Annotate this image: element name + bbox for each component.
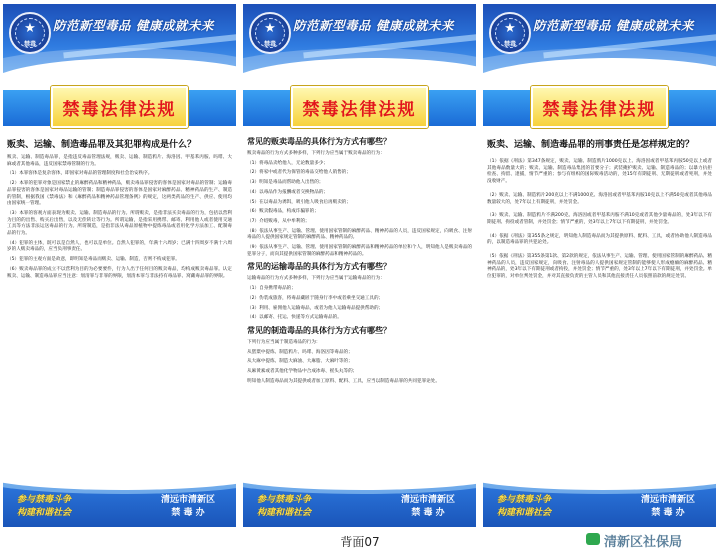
list-item: 下列行为应当属于制造毒品的行为：: [247, 339, 321, 345]
footer-slogan-line: 构建和谐社会: [17, 508, 72, 518]
list-item: 明知他人制造毒品而为其提供或者加工原料、配料、工具，应当以制造毒品罪的共同犯罪论处。: [247, 378, 440, 384]
footer-slogan-line: 构建和谐社会: [497, 508, 552, 518]
paragraph: （1）本罪客体是复杂客体，即国家对毒品的管理制度和社会治安秩序。: [7, 171, 153, 177]
police-emblem-logo: [9, 12, 51, 54]
board-title-banner: [243, 84, 476, 132]
footer-issuer: [383, 494, 473, 520]
list-item: 从大麻中提炼、制造大麻油、大麻脂、大麻叶等的；: [247, 359, 353, 365]
emblem-caption: 禁毒: [263, 41, 276, 48]
footer-slogan: [497, 494, 607, 520]
watermark-text: 清新区社保局: [604, 535, 683, 550]
board-content: [7, 136, 232, 474]
question-heading: 贩卖、运输、制造毒品罪及其犯罪构成是什么？: [7, 140, 197, 150]
emblem-caption: 禁毒: [503, 41, 516, 48]
question-heading: 常见的制造毒品的具体行为方式有哪些？: [247, 325, 391, 335]
header-slogan: 防范新型毒品 健康成就未来: [293, 18, 454, 33]
paragraph: （2）贩卖、运输、制造鸦片200克以上不满1000克、海洛因或者甲基苯丙胺10克以上不满50克或者其他毒品数量较大的，处7年以上有期徒刑，并处罚金。: [487, 192, 712, 205]
list-item: （9）依法从事生产、运输、管理、使用国家管制的麻醉药品和精神药品的单位和个人，明知他人是贩卖毒品的犯罪分子，而向其提供国家管制的麻醉药品和精神药品的。: [247, 245, 472, 257]
footer-issuer-line: 禁 毒 办: [411, 508, 445, 518]
footer-slogan: [17, 494, 127, 520]
footer-slogan-line: 参与禁毒斗争: [257, 495, 312, 505]
poster-board-1: [3, 4, 236, 527]
footer-issuer: [143, 494, 233, 520]
list-item: （1）将毒品卖给他人，无论数量多少；: [247, 160, 329, 166]
emblem-star-icon: ★: [264, 21, 276, 36]
footer-issuer-line: 清远市清新区: [400, 495, 455, 505]
list-item: （4）以邮寄、托运、快递等方式运输毒品的。: [247, 315, 342, 321]
paragraph: （3）贩卖、运输、制造鸦片不满200克、海洛因或者甲基苯丙胺不满10克或者其他少量毒品的，处3年以下有期徒刑、拘役或者管制，并处罚金；情节严重的，处3年以上7年以下有期徒刑，并处罚金。: [487, 213, 712, 225]
footer-slogan: [257, 494, 367, 520]
police-emblem-logo: [249, 12, 291, 54]
poster-footer: [243, 480, 476, 527]
wechat-icon: [586, 533, 600, 545]
board-title: 禁毒法律法规: [302, 100, 417, 120]
poster-footer: [3, 480, 236, 527]
board-title: 禁毒法律法规: [542, 100, 657, 120]
poster-header: [483, 4, 716, 80]
paragraph: （1）依据《刑法》第347条规定，贩卖、运输、制造鸦片1000克以上、海洛因或者甲基苯丙胺50克以上或者其他毒品数量大的；贩卖、运输、制造毒品集团的首要分子；武装掩护贩卖、运输、制造毒品的；以暴力抗拒检查、拘留、逮捕，情节严重的；参与有组织的国际贩毒活动的，处15年有期徒刑、无期徒刑或者死刑，并处没收财产。: [487, 159, 712, 185]
list-item: 贩卖毒品的行为方式多种多样，下列行为应当属于贩卖毒品的行为：: [247, 151, 385, 156]
question-heading: 贩卖、运输、制造毒品罪的刑事责任是怎样规定的？: [487, 140, 695, 150]
footer-issuer-line: 禁 毒 办: [171, 508, 205, 518]
footer-issuer-line: 清远市清新区: [640, 495, 695, 505]
question-heading: 常见的贩卖毒品的具体行为方式有哪些？: [247, 137, 391, 146]
board-title: 禁毒法律法规: [62, 100, 177, 120]
list-item: （5）在以毒品为诱饵，吸引他人吸食后再贩卖的；: [247, 199, 351, 205]
board-content: [247, 136, 472, 474]
list-item: 运输毒品的行为方式多种多样，下列行为应当属于运输毒品的行为：: [247, 276, 385, 282]
poster-board-2: [243, 4, 476, 527]
paragraph: （5）犯罪的主观方面是故意，即明知是毒品而贩卖、运输、制造，否则不构成犯罪。: [7, 257, 180, 263]
footer-slogan-line: 构建和谐社会: [257, 508, 312, 518]
footer-issuer-line: 禁 毒 办: [651, 508, 685, 518]
list-item: （3）利用、雇佣他人运输毒品，或者为他人运输毒品提供帮助的；: [247, 305, 384, 311]
poster-board-3: [483, 4, 716, 527]
police-emblem-logo: [489, 12, 531, 54]
emblem-star-icon: ★: [504, 21, 516, 36]
footer-issuer: [623, 494, 713, 520]
paragraph: （6）贩卖毒品罪的成立不以营利为目的为必要要件，行为人出于任何目的贩卖毒品，均构成贩卖毒品罪。认定贩卖、运输、制造毒品罪应当注意：划清罪与非罪的界限，划清本罪与非法持有毒品罪、窝藏毒品罪的界限。: [7, 266, 232, 279]
emblem-caption: 禁毒: [23, 41, 36, 48]
paragraph: （4）依据《刑法》第355条之规定，明知他人制造毒品而为其提供原料、配料、工具，或者协助他人制造毒品的，以制造毒品罪的共犯论处。: [487, 233, 712, 246]
footer-slogan-line: 参与禁毒斗争: [497, 495, 552, 505]
paragraph: （3）本罪的客观方面表现为贩卖、运输、制造毒品的行为。所谓贩卖，是指非法买卖毒品的行为，包括以营利为目的的出售、购买后出售，以及无偿转让等行为。所谓运输，是指采用携带、邮寄、利用他人或者使用交通工具等方法非法运送毒品的行为。所谓制造，是指非法从毒品原植物中提炼毒品或者用化学方法加工、配制毒品的行为。: [7, 210, 232, 237]
footer-slogan-line: 参与禁毒斗争: [17, 495, 72, 505]
list-item: （3）明知是毒品而帮助他人出售的；: [247, 180, 324, 186]
header-slogan: 防范新型毒品 健康成就未来: [53, 18, 214, 33]
board-title-banner: [3, 84, 236, 132]
list-item: （6）贩卖假毒品，构成诈骗罪的；: [247, 209, 319, 215]
board-title-banner: [483, 84, 716, 132]
list-item: 从罂粟中提炼、制造鸦片、吗啡、海洛因等毒品的；: [247, 349, 353, 355]
image-caption: 背面07: [340, 535, 380, 549]
poster-header: [3, 4, 236, 80]
emblem-star-icon: ★: [24, 21, 36, 36]
paragraph: 贩卖、运输、制造毒品罪，是指违反毒品管理法规，贩卖、运输、制造鸦片、海洛因、甲基苯丙胺、吗啡、大麻或者其他毒品，违反国家禁毒管制的行为。: [7, 155, 232, 167]
list-item: （7）介绍贩毒，从中牟利的；: [247, 218, 310, 224]
poster-header: [243, 4, 476, 80]
question-heading: 常见的运输毒品的具体行为方式有哪些？: [247, 262, 391, 272]
paragraph: （2）本罪的犯罪对象是国家禁止的麻醉药品和精神药品，贩卖毒品罪侵害的客体是国家对毒品的管制；运输毒品罪侵害的客体是国家对毒品运输的管制；制造毒品罪侵害的客体是国家对麻醉药品、精神药品的生产、制造的管制，根据我国《禁毒法》和《麻醉药品和精神药品管理条例》的规定，这两类药品的生产、供应、使用均由国家统一管理。: [7, 181, 232, 207]
poster-footer: [483, 480, 716, 527]
list-item: （8）依法从事生产、运输、管理、使用国家管制的麻醉药品、精神药品的人员，违反国家规定，向吸食、注射毒品的人提供国家规定管制的麻醉药品、精神药品的。: [247, 228, 472, 241]
list-item: （4）以毒品作为报酬或者交换物品的；: [247, 189, 329, 195]
board-content: [487, 136, 712, 474]
paragraph: （4）犯罪的主体，既可以是自然人，也可以是单位。自然人犯罪的，年满十六周岁；已满十四周岁不满十六周岁的人贩卖毒品的，应当负刑事责任。: [7, 240, 232, 253]
footer-issuer-line: 清远市清新区: [160, 495, 215, 505]
paragraph: （5）依据《刑法》第355条第1款、第2款的规定，依法从事生产、运输、管理、使用国家管制的麻醉药品、精神药品的人员，违反国家规定，向吸食、注射毒品的人提供国家规定管制的能够使人形成瘾癖的麻醉药品、精神药品的，处3年以下有期徒刑或者拘役，并处罚金；情节严重的，处3年以上7年以下有期徒刑，并处罚金。单位犯罪的，对单位判处罚金，并对其直接负责的主管人员和其他直接责任人员依照前款的规定处罚。: [487, 254, 712, 280]
header-slogan: 防范新型毒品 健康成就未来: [533, 18, 694, 33]
list-item: （2）伪装成旅客，将毒品藏匿于随身行李中或者乘坐交通工具的；: [247, 295, 384, 301]
list-item: 从麻黄素或者其他化学物品中合成冰毒、摇头丸等的；: [247, 369, 358, 375]
list-item: （2）将家中或者代为保管的毒品交给他人销售的；: [247, 170, 351, 176]
list-item: （1）自身携带毒品的；: [247, 286, 296, 292]
watermark: [586, 530, 718, 550]
